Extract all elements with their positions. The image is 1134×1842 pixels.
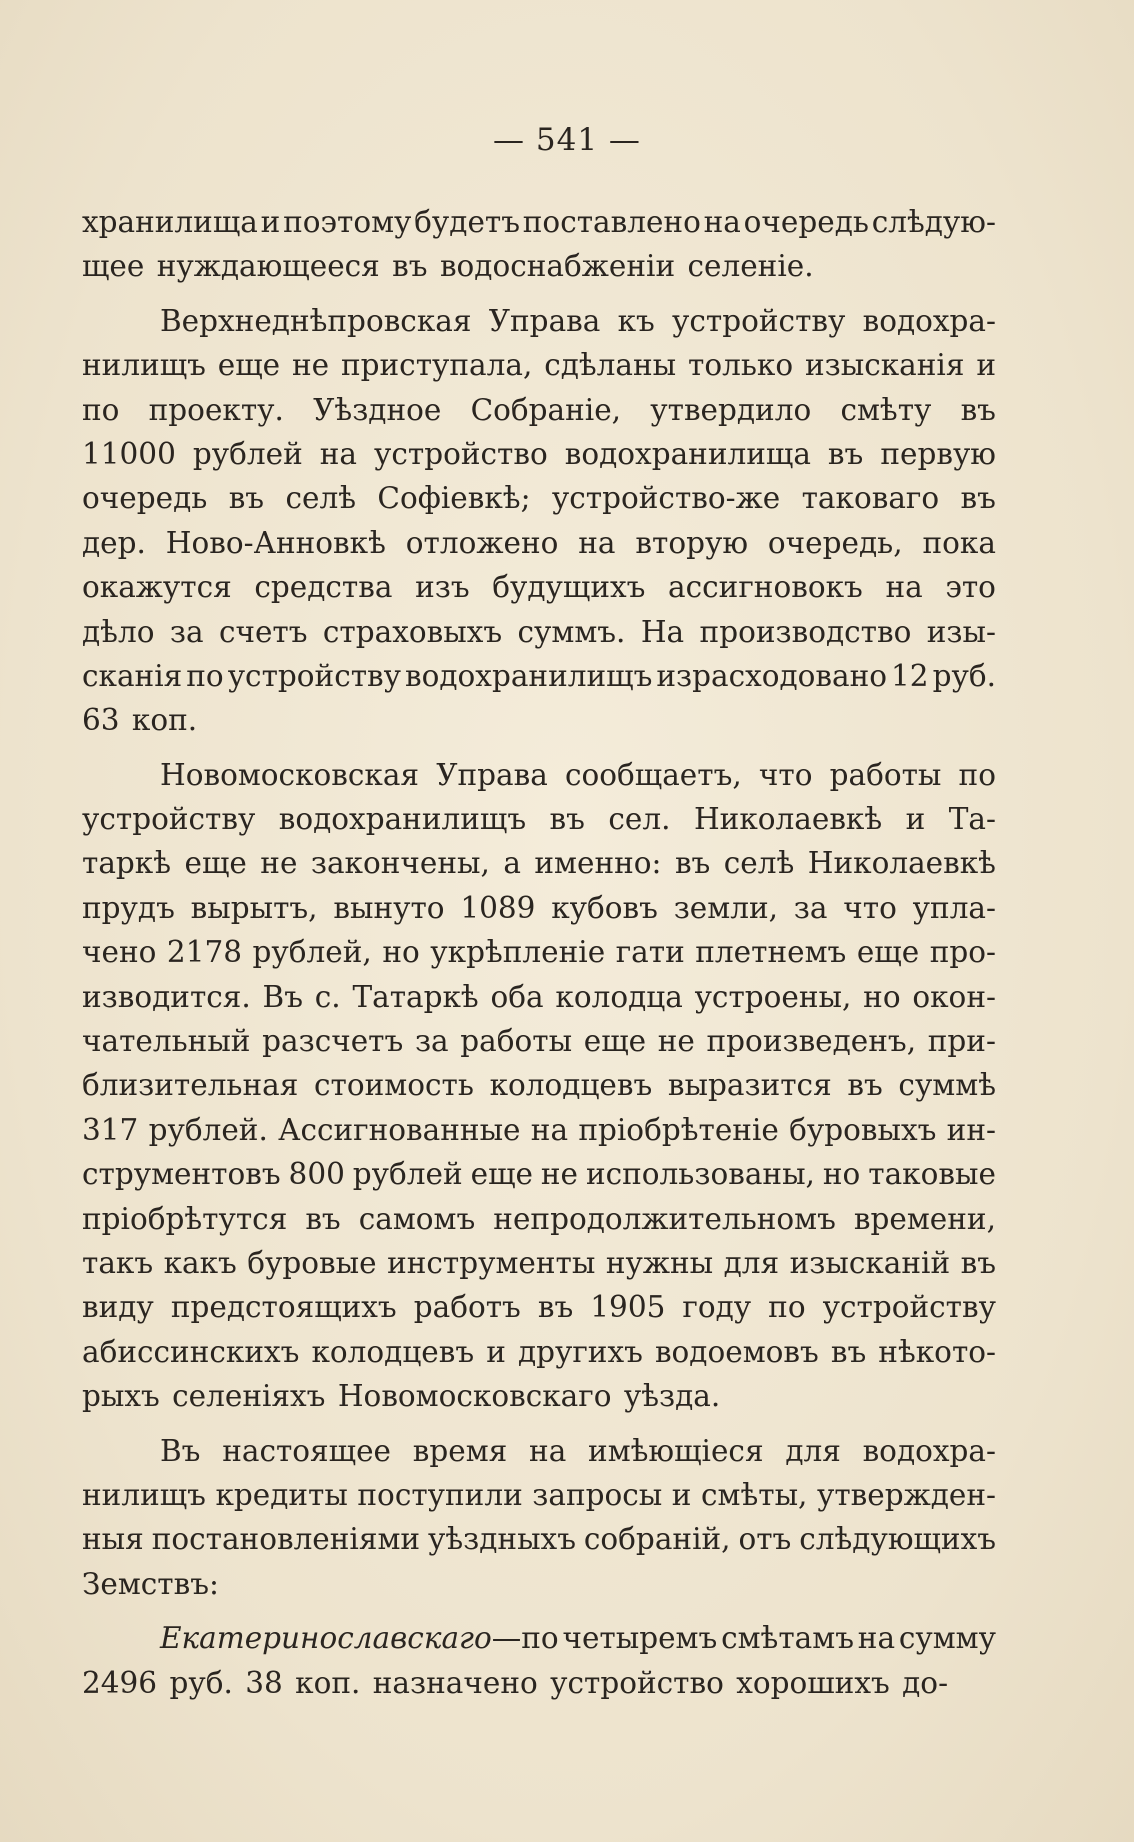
word: какъ: [163, 1245, 237, 1280]
word: 2496: [82, 1665, 158, 1700]
word: очередь,: [767, 525, 903, 560]
word: самомъ: [358, 1201, 476, 1236]
text-line: [82, 1019, 996, 1063]
text-line: [82, 476, 996, 520]
word: постановленіями: [151, 1522, 421, 1557]
text-line: [82, 521, 996, 565]
word: На: [640, 614, 685, 649]
word: такъ: [82, 1245, 154, 1280]
word: использованы,: [585, 1157, 815, 1192]
word: стоимость: [314, 1068, 474, 1103]
word: нилищъ: [82, 1477, 206, 1512]
word: окон-: [912, 979, 996, 1014]
word: въ: [549, 802, 585, 837]
word: изысканія: [804, 348, 965, 383]
word: селѣ: [723, 846, 795, 881]
word: хорошихъ: [736, 1665, 890, 1700]
word: смѣты,: [701, 1477, 808, 1512]
word: въ: [305, 1201, 341, 1236]
word: что: [843, 890, 897, 925]
word: на: [319, 436, 358, 471]
word: устройство-же: [551, 481, 781, 516]
word: пріобрѣтутся: [82, 1201, 288, 1236]
word: не: [260, 846, 298, 881]
word: рыхъ: [82, 1379, 160, 1414]
word: водохра-: [862, 303, 996, 338]
word: времени,: [853, 1201, 996, 1236]
word: ныя: [82, 1522, 144, 1557]
word: страховыхъ: [322, 614, 503, 649]
word: на: [857, 1621, 896, 1656]
word: рублей: [352, 1157, 463, 1192]
text-line: [82, 930, 996, 974]
word: оба: [490, 979, 544, 1014]
word: работы: [829, 757, 942, 792]
page-number: — 541 —: [493, 122, 641, 158]
word: Верхнеднѣпровская: [160, 303, 472, 338]
word: въ: [537, 1290, 574, 1325]
text-line: [82, 565, 996, 609]
word: время: [412, 1433, 508, 1468]
word: а: [503, 846, 521, 881]
paragraph-gap: [82, 1419, 996, 1429]
text-line: [82, 432, 996, 476]
word: для: [723, 1245, 780, 1280]
word: производство: [699, 614, 912, 649]
word: сел.: [608, 802, 671, 837]
word: водоснабженіи: [439, 249, 676, 284]
text-line: [82, 1063, 996, 1107]
paragraph-gap: [82, 1606, 996, 1616]
word: изъ: [415, 570, 470, 605]
word: Управа: [436, 757, 548, 792]
text-line: [82, 200, 996, 244]
word: сдѣланы: [544, 348, 677, 383]
word: слѣдующихъ: [799, 1522, 996, 1557]
word: изы-: [926, 614, 996, 649]
text-line: [82, 698, 996, 742]
word: въ: [392, 249, 428, 284]
word: Ассигнованные: [278, 1112, 521, 1147]
text-line: [82, 1562, 996, 1606]
word: кредиты: [215, 1477, 348, 1512]
word: и: [260, 205, 281, 239]
word: въ: [847, 1068, 883, 1103]
word: коп.: [295, 1665, 361, 1700]
text-line: [82, 797, 996, 841]
word: Въ: [262, 979, 303, 1014]
word: израсходовано: [656, 658, 888, 693]
word: Ново-Анновкѣ: [165, 525, 386, 560]
word: но: [822, 1157, 861, 1192]
word: 63: [82, 703, 120, 738]
word: на: [885, 570, 923, 605]
word: слѣдую-: [871, 205, 996, 239]
word: еще: [184, 846, 247, 881]
word: Николаевкѣ: [807, 846, 996, 881]
word: но: [382, 935, 420, 970]
text-line: [82, 244, 996, 288]
word: устроены,: [694, 979, 852, 1014]
text-line: [82, 1616, 996, 1660]
word: и: [976, 348, 996, 383]
text-line: [82, 299, 996, 343]
word: руб.: [932, 658, 996, 693]
word: проекту.: [148, 392, 284, 427]
word: на: [529, 1433, 567, 1468]
word: смѣтамъ: [721, 1621, 854, 1656]
word: рублей: [192, 436, 303, 471]
text-line: [82, 654, 996, 698]
word: и: [486, 1334, 506, 1369]
word: плетнемъ: [695, 935, 847, 970]
text-line: [82, 1108, 996, 1152]
word: сообщаетъ,: [564, 757, 742, 792]
word: дѣло: [82, 614, 155, 649]
word: по: [82, 392, 120, 427]
word: устройство: [550, 1665, 724, 1700]
word: виду: [82, 1290, 154, 1325]
word: пока: [922, 525, 996, 560]
word: таковые: [868, 1157, 996, 1192]
word: колодцевъ: [311, 1334, 475, 1369]
paragraph: [82, 299, 996, 743]
word: укрѣпленіе: [430, 935, 606, 970]
word: только: [688, 348, 794, 383]
word: запросы: [532, 1477, 663, 1512]
word: утвержден-: [816, 1477, 996, 1512]
word: 1905: [590, 1290, 666, 1325]
word: коп.: [131, 703, 198, 738]
word: ин-: [946, 1112, 996, 1147]
word: нуждающееся: [156, 249, 380, 284]
word: при-: [927, 1024, 996, 1059]
word: по: [768, 1290, 806, 1325]
word: будущихъ: [492, 570, 646, 605]
paragraph: [82, 1429, 996, 1607]
word: устройству: [82, 802, 256, 837]
word: на: [530, 1112, 569, 1147]
word: приступала,: [340, 348, 533, 383]
text-line: [82, 841, 996, 885]
word: буровыхъ: [789, 1112, 937, 1147]
word: имѣющіеся: [588, 1433, 764, 1468]
word: 1089: [460, 890, 536, 925]
word: водохранилища: [564, 436, 811, 471]
word: Земствъ:: [82, 1566, 219, 1601]
word: Та-: [948, 802, 996, 837]
word: таркѣ: [82, 846, 172, 881]
word: предстоящихъ: [170, 1290, 397, 1325]
word: нѣкото-: [878, 1334, 996, 1369]
word: средства: [254, 570, 393, 605]
word: струментовъ: [82, 1157, 281, 1192]
word: щее: [82, 249, 145, 284]
word: ассигновокъ: [668, 570, 863, 605]
word: селеніяхъ: [172, 1379, 326, 1414]
word: еще: [470, 1157, 533, 1192]
paragraph-gap: [82, 743, 996, 753]
word: за: [169, 614, 204, 649]
word: Уѣздное: [313, 392, 442, 427]
word: Въ: [160, 1433, 201, 1468]
text-line: [82, 1197, 996, 1241]
word: с.: [314, 979, 341, 1014]
paragraph-gap: [82, 289, 996, 299]
word: устройству: [672, 303, 846, 338]
word: земли,: [673, 890, 778, 925]
word: 317: [82, 1112, 139, 1147]
word: прудъ: [82, 890, 175, 925]
word: суммѣ: [898, 1068, 996, 1103]
text-line: [82, 1374, 996, 1418]
word: водохранилищъ: [405, 658, 653, 693]
text-line: [82, 388, 996, 432]
text-line: [82, 1429, 996, 1473]
word: но: [863, 979, 901, 1014]
word: кубовъ: [551, 890, 658, 925]
word: близительная: [82, 1068, 299, 1103]
word: къ: [617, 303, 655, 338]
word: выразится: [667, 1068, 832, 1103]
word: уѣзда.: [623, 1379, 721, 1414]
word: до-: [902, 1665, 949, 1700]
paragraph: [82, 200, 996, 289]
word: на: [703, 205, 741, 239]
word: пріобрѣтеніе: [578, 1112, 779, 1147]
text-line: [82, 1517, 996, 1561]
word: окажутся: [82, 570, 232, 605]
word: Новомосковскаго: [337, 1379, 612, 1414]
text-line: [82, 1661, 996, 1705]
word: вырытъ,: [190, 890, 318, 925]
word: селѣ: [285, 481, 357, 516]
word: рублей.: [148, 1112, 268, 1147]
word: Татаркѣ: [352, 979, 479, 1014]
word: гати: [615, 935, 685, 970]
word: вынуто: [333, 890, 445, 925]
word: уѣздныхъ: [428, 1522, 576, 1557]
word: еще: [217, 348, 281, 383]
word: колодцевъ: [489, 1068, 653, 1103]
word: 12: [891, 658, 929, 693]
word: въ: [827, 436, 864, 471]
word: первую: [880, 436, 996, 471]
word: 11000: [82, 436, 176, 471]
word: 2178: [166, 935, 242, 970]
word: еще: [856, 935, 920, 970]
word: Новомосковская: [160, 757, 420, 792]
text-line: [82, 1152, 996, 1196]
word: не: [291, 348, 330, 383]
word: по: [186, 658, 224, 693]
word: назначено: [372, 1665, 538, 1700]
word: сумму: [898, 1621, 996, 1656]
word: въ: [960, 392, 996, 427]
word: и: [671, 1477, 692, 1512]
word: селеніе.: [687, 249, 814, 284]
word: въ: [830, 1334, 867, 1369]
text-line: [82, 975, 996, 1019]
word: поставлено: [522, 205, 701, 239]
word: не: [657, 1024, 695, 1059]
word: отъ: [738, 1522, 792, 1557]
word: хранилища: [82, 205, 258, 239]
word: чательный: [82, 1024, 251, 1059]
word: счетъ: [218, 614, 308, 649]
word: суммъ.: [517, 614, 626, 649]
word: колодца: [555, 979, 683, 1014]
text-line: [82, 753, 996, 797]
word: очередь: [82, 481, 208, 516]
word: водоемовъ: [654, 1334, 819, 1369]
word: упла-: [912, 890, 996, 925]
word: нужны: [605, 1245, 714, 1280]
word: за: [793, 890, 828, 925]
word: собраній,: [583, 1522, 731, 1557]
word: въ: [960, 481, 996, 516]
word: для: [785, 1433, 841, 1468]
word: это: [945, 570, 996, 605]
word: рублей,: [252, 935, 372, 970]
word: въ: [228, 481, 265, 516]
word: дер.: [82, 525, 146, 560]
word: Собраніе,: [470, 392, 622, 427]
word: таковаго: [801, 481, 940, 516]
word: Софіевкѣ;: [377, 481, 531, 516]
word: на: [578, 525, 616, 560]
word: отложено: [405, 525, 559, 560]
word: очередь: [743, 205, 869, 239]
word: будетъ: [414, 205, 520, 239]
word: четыремъ: [562, 1621, 718, 1656]
word: инструменты: [387, 1245, 596, 1280]
word: непродолжительномъ: [493, 1201, 836, 1236]
word: поступили: [357, 1477, 523, 1512]
word: именно:: [534, 846, 662, 881]
word: что: [758, 757, 813, 792]
word: утвердило: [650, 392, 812, 427]
word: закончены,: [310, 846, 490, 881]
word: въ: [674, 846, 711, 881]
text-line: [82, 343, 996, 387]
italic-lead: Екатеринославскаго: [160, 1621, 492, 1656]
word: по: [958, 757, 996, 792]
word: работъ: [413, 1290, 521, 1325]
word: 800: [288, 1157, 345, 1192]
word: работы: [460, 1024, 573, 1059]
word: изысканій: [789, 1245, 951, 1280]
text-line: [82, 886, 996, 930]
word: другихъ: [517, 1334, 643, 1369]
text-line: [82, 1285, 996, 1329]
text-line: [82, 1473, 996, 1517]
word: водохранилищъ: [278, 802, 527, 837]
word: буровые: [247, 1245, 377, 1280]
word: настоящее: [222, 1433, 392, 1468]
word: Управа: [488, 303, 601, 338]
word: устройству: [822, 1290, 996, 1325]
word: Николаевкѣ: [693, 802, 883, 837]
word: въ: [960, 1245, 996, 1280]
word: году: [682, 1290, 752, 1325]
word: разсчетъ: [262, 1024, 404, 1059]
word: за: [414, 1024, 449, 1059]
text-line: [82, 610, 996, 654]
word: руб.: [169, 1665, 233, 1700]
word: еще: [583, 1024, 647, 1059]
word: произведенъ,: [706, 1024, 917, 1059]
word: не: [540, 1157, 579, 1192]
word: смѣту: [840, 392, 932, 427]
text-line: [82, 1330, 996, 1374]
word: нилищъ: [82, 348, 206, 383]
word: и: [905, 802, 926, 837]
paragraph: [82, 1616, 996, 1705]
word: водохра-: [862, 1433, 996, 1468]
word: 38: [245, 1665, 283, 1700]
word: сканія: [82, 658, 183, 693]
word: устройству: [227, 658, 402, 693]
word: поэтому: [283, 205, 412, 239]
word: абиссинскихъ: [82, 1334, 300, 1369]
word: Екатеринославскаго—по: [160, 1621, 559, 1656]
word: про-: [929, 935, 996, 970]
body-text: [82, 200, 996, 1705]
paragraph: [82, 753, 996, 1419]
word: изводится.: [82, 979, 251, 1014]
word: вторую: [635, 525, 749, 560]
word: устройство: [374, 436, 548, 471]
text-line: [82, 1241, 996, 1285]
word: чено: [82, 935, 157, 970]
